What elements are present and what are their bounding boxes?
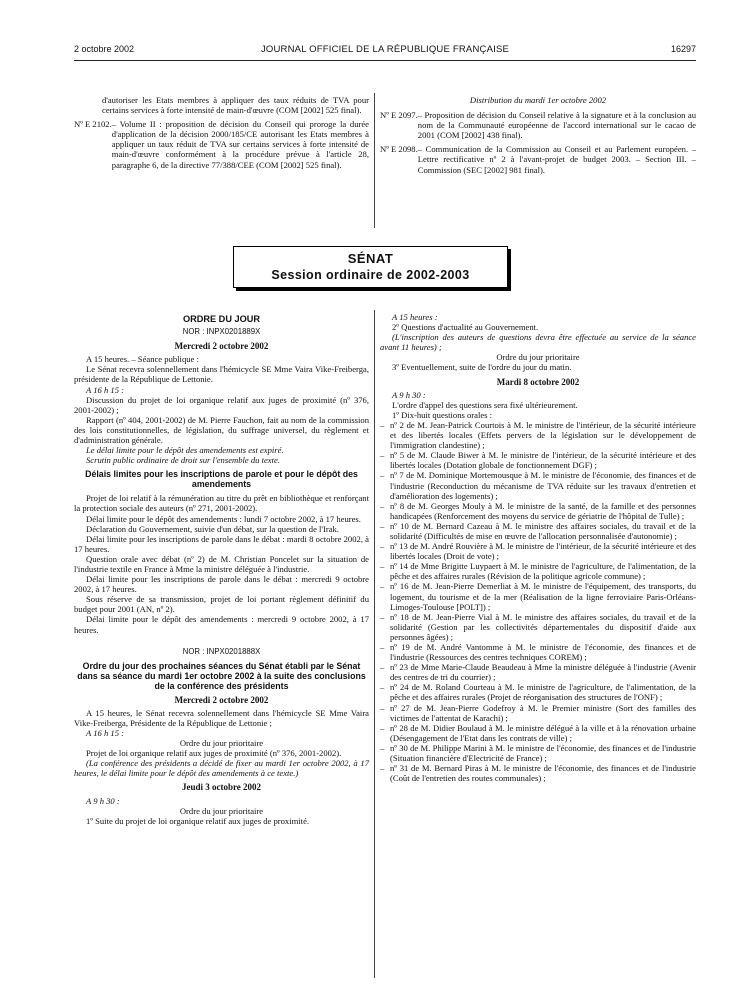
list-item: – nº 2 de M. Jean-Patrick Courtois à M. le ministre de l'intérieur, de la sécurité intérieure et des libertés locales (Effets pervers de la législation sur le développement de l'immigration clandestine) ; [380,419,696,451]
paragraph: Délai limite pour le dépôt des amendements : lundi 7 octobre 2002, à 17 heures. [86,513,361,524]
senat-title-box [233,246,508,288]
ordre-du-jour-title: ORDRE DU JOUR [182,314,261,324]
paragraph: Projet de loi organique relatif aux juges de proximité (nº 376, 2001-2002). [86,748,342,759]
list-item: – nº 16 de M. Jean-Pierre Demerliat à M. le ministre de l'équipement, des transports, du logement, du tourisme et de la mer (Réalisation de la ligne ferroviaire Paris-Orléans-Limoges-Toulouse [POLT]) ; [380,581,696,612]
list-item: – nº 7 de M. Dominique Mortemousque à M. le ministre de l'économie, des finances et de l'industrie (Reconduction du mécanisme de TVA réduite sur les travaux d'entretien et d'amélioration des logements) ; [380,470,696,501]
list-item: – nº 5 de M. Claude Biwer à M. le ministre de l'intérieur, de la sécurité intérieure et des libertés locales (Dotation globale de fonctionnement DGF) ; [380,450,696,471]
list-item: – nº 24 de M. Roland Courteau à M. le ministre de l'agriculture, de l'alimentation, de la pêche et des affaires rurales (Projet de réorganisation des structures de l'ONF) ; [380,682,696,703]
paragraph: Sous réserve de sa transmission, projet de loi portant règlement définitif du budget pour 2001 (AN, nº 2). [74,594,369,615]
date-heading: Jeudi 3 octobre 2002 [181,782,262,793]
distribution-heading: Distribution du mardi 1er octobre 2002 [469,95,607,105]
paragraph: A 15 heures. – Séance publique : [86,354,199,365]
ordre-prioritaire-label: Ordre du jour prioritaire [496,352,580,363]
date-heading: Mercredi 2 octobre 2002 [174,694,269,705]
time-line: A 16 h 15 : [86,728,125,738]
continued-entry-text: d'autoriser les Etats membres à appliquer des taux réduits de TVA pour certains services à forte intensité de main-d'œuvre (COM [2002] 525 final). [102,95,369,116]
time-line: A 16 h 15 : [86,384,125,395]
oral-questions-list [380,420,696,783]
note-italic: (La conférence des présidents a décidé de fixer au mardi 1er octobre 2002, à 17 heures, le délai limite pour le dépôt des amendements à ce texte.) [74,758,369,779]
paragraph: 1º Dix-huit questions orales : [392,409,493,420]
entry-text: – Proposition de décision du Conseil relative à la signature et à la conclusion au nom de la Communauté européenne de l'accord international sur le cacao de 2001 (COM [2002] 438 final). [417,110,696,141]
paragraph: 1º Suite du projet de loi organique relatif aux juges de proximité. [86,815,310,826]
paragraph: Rapport (nº 404, 2001-2002) de M. Pierre Fauchon, fait au nom de la commission des lois constitutionnelles, de législation, du suffrage universel, du règlement et d'administration générale. [74,414,369,446]
note-italic: Scrutin public ordinaire de droit sur l'ensemble du texte. [86,455,280,466]
note-italic: Le délai limite pour le dépôt des amendements est expiré. [86,445,284,456]
ordre-prochaines-seances-title: Ordre du jour des prochaines séances du Sénat établi par le Sénat dans sa séance du mardi 1er octobre 2002 à la suite des conclusions de la conférence des présidents [77,660,366,691]
ordre-prioritaire-label: Ordre du jour prioritaire [179,805,264,816]
paragraph: L'ordre d'appel des questions sera fixé ultérieurement. [392,399,578,410]
list-item: – nº 10 de M. Bernard Cazeau à M. le ministre des affaires sociales, du travail et de la solidarité (Difficultés de mise en œuvre de l'allocation personnalisée d'autonomie) ; [380,520,696,541]
top-right-column [380,95,696,179]
list-item: – nº 27 de M. Jean-Pierre Godefroy à M. le Premier ministre (Sort des familles des victimes de l'attentat de Karachi) ; [380,702,696,723]
paragraph: 3º Eventuellement, suite de l'ordre du jour du matin. [392,362,572,373]
paragraph: Le Sénat recevra solennellement dans l'hémicycle SE Mme Vaira Vike-Freiberga, présidente de la République de Lettonie. [74,364,369,385]
paragraph: Déclaration du Gouvernement, suivie d'un débat, sur la question de l'Irak. [86,523,339,534]
list-item: – nº 14 de Mme Brigitte Luypaert à M. le ministre de l'agriculture, de l'alimentation, de la pêche et des affaires rurales (Révision de la politique agricole commune) ; [380,561,696,582]
paragraph: Question orale avec débat (nº 2) de M. Christian Poncelet sur la situation de l'industrie textile en France à Mme la ministre déléguée à l'industrie. [74,553,369,574]
header-page-number: 16297 [670,44,696,54]
main-right-column [380,312,696,783]
entry-text: – Volume II : proposition de décision du Conseil qui proroge la durée d'application de la décision 2000/185/CE autorisant les Etats membres à appliquer un taux réduit de TVA sur certains services à forte intensité de main-d'œuvre conformément à la procédure prévue à l'article 28, paragraphe 6, de la directive 77/388/CEE (COM [2002] 525 final). [111,119,369,170]
paragraph: Discussion du projet de loi organique relatif aux juges de proximité (nº 376, 2001-2002) ; [74,394,369,415]
delais-limites-title: Délais limites pour les inscriptions de parole et pour le dépôt des amendements [85,469,358,490]
list-item: – nº 18 de M. Jean-Pierre Vial à M. le ministre des affaires sociales, du travail et de la solidarité (Gestion par les collectivités départementales du dispositif d'aide aux personnes âgées) ; [380,611,696,642]
main-left-column [74,312,369,826]
list-item: – nº 13 de M. André Rouvière à M. le ministre de l'intérieur, de la sécurité intérieure et des libertés locales (Droit de vote) ; [380,541,696,562]
date-heading: Mardi 8 octobre 2002 [496,376,580,387]
list-item: – nº 28 de M. Didier Boulaud à M. le ministre délégué à la ville et à la rénovation urbaine (Désengagement de l'Etat dans les contrats de ville) ; [380,722,696,743]
nor-reference-1: NOR : INPX0201889X [182,327,261,337]
entry-e2098 [380,144,696,174]
entry-text: – Communication de la Commission au Conseil et au Parlement européen. – Lettre rectificative nº 2 à l'avant-projet de budget 2003. – Section III. – Commission (SEC [2002] 981 final). [417,144,696,175]
top-column-divider [374,93,375,228]
list-item: – nº 19 de M. André Vantomme à M. le ministre de l'économie, des finances et de l'industrie (Ressources des centres techniques COREM) ; [380,642,696,663]
entry-number: Nº E 2098. [380,144,418,155]
paragraph: 2º Questions d'actualité au Gouvernement. [392,322,539,333]
paragraph: Délai limite pour le dépôt des amendements : mercredi 9 octobre 2002, à 17 heures. [74,614,369,635]
time-line: A 15 heures : [392,312,438,322]
entry-e2102 [74,119,369,169]
list-item: – nº 23 de Mme Marie-Claude Beaudeau à Mme la ministre déléguée à l'industrie (Avenir des centres de tri du courrier) ; [380,662,696,683]
paragraph: A 15 heures, le Sénat recevra solennellement dans l'hémicycle SE Mme Vaira Vike-Freiberga, Présidente de la République de Lettonie ; [74,707,369,728]
header-date: 2 octobre 2002 [74,44,135,54]
note-italic: (L'inscription des auteurs de questions devra être effectuée au service de la séance avant 11 heures) ; [380,332,696,353]
list-item: – nº 30 de M. Philippe Marini à M. le ministre de l'économie, des finances et de l'industrie (Situation financière d'Electricité de France) ; [380,742,696,764]
ordre-prioritaire-label: Ordre du jour prioritaire [179,738,264,749]
header-rule [74,60,696,61]
time-line: A 9 h 30 : [392,389,426,400]
session-subtitle: Session ordinaire de 2002-2003 [271,268,470,282]
entry-number: Nº E 2097. [380,110,418,121]
nor-reference-2: NOR : INPX0201888X [182,646,261,656]
paragraph: Délai limite pour les inscriptions de parole dans le débat : mardi 8 octobre 2002, à 17 heures. [74,533,369,554]
list-item: – nº 31 de M. Bernard Piras à M. le ministre de l'économie, des finances et de l'industrie (Coût de l'entretien des routes communales) ; [380,763,696,784]
entry-number: Nº E 2102. [74,119,112,130]
page-header [74,44,696,58]
paragraph: Projet de loi relatif à la rémunération au titre du prêt en bibliothèque et renforçant la protection sociale des auteurs (nº 271, 2001-2002). [74,493,369,514]
date-heading: Mercredi 2 octobre 2002 [174,341,269,352]
paragraph: Délai limite pour les inscriptions de parole dans le débat : mercredi 9 octobre 2002, à 17 heures. [74,574,369,595]
entry-e2097 [380,110,696,140]
main-column-divider [374,310,375,978]
top-left-column [74,95,369,174]
list-item: – nº 8 de M. Georges Mouly à M. le ministre de la santé, de la famille et des personnes handicapées (Renforcement des moyens du service de gériatrie de l'hôpital de Tulle) ; [380,500,696,521]
header-journal-title: JOURNAL OFFICIEL DE LA RÉPUBLIQUE FRANÇAISE [260,44,510,55]
senat-title: SÉNAT [347,251,394,266]
time-line: A 9 h 30 : [86,795,120,806]
